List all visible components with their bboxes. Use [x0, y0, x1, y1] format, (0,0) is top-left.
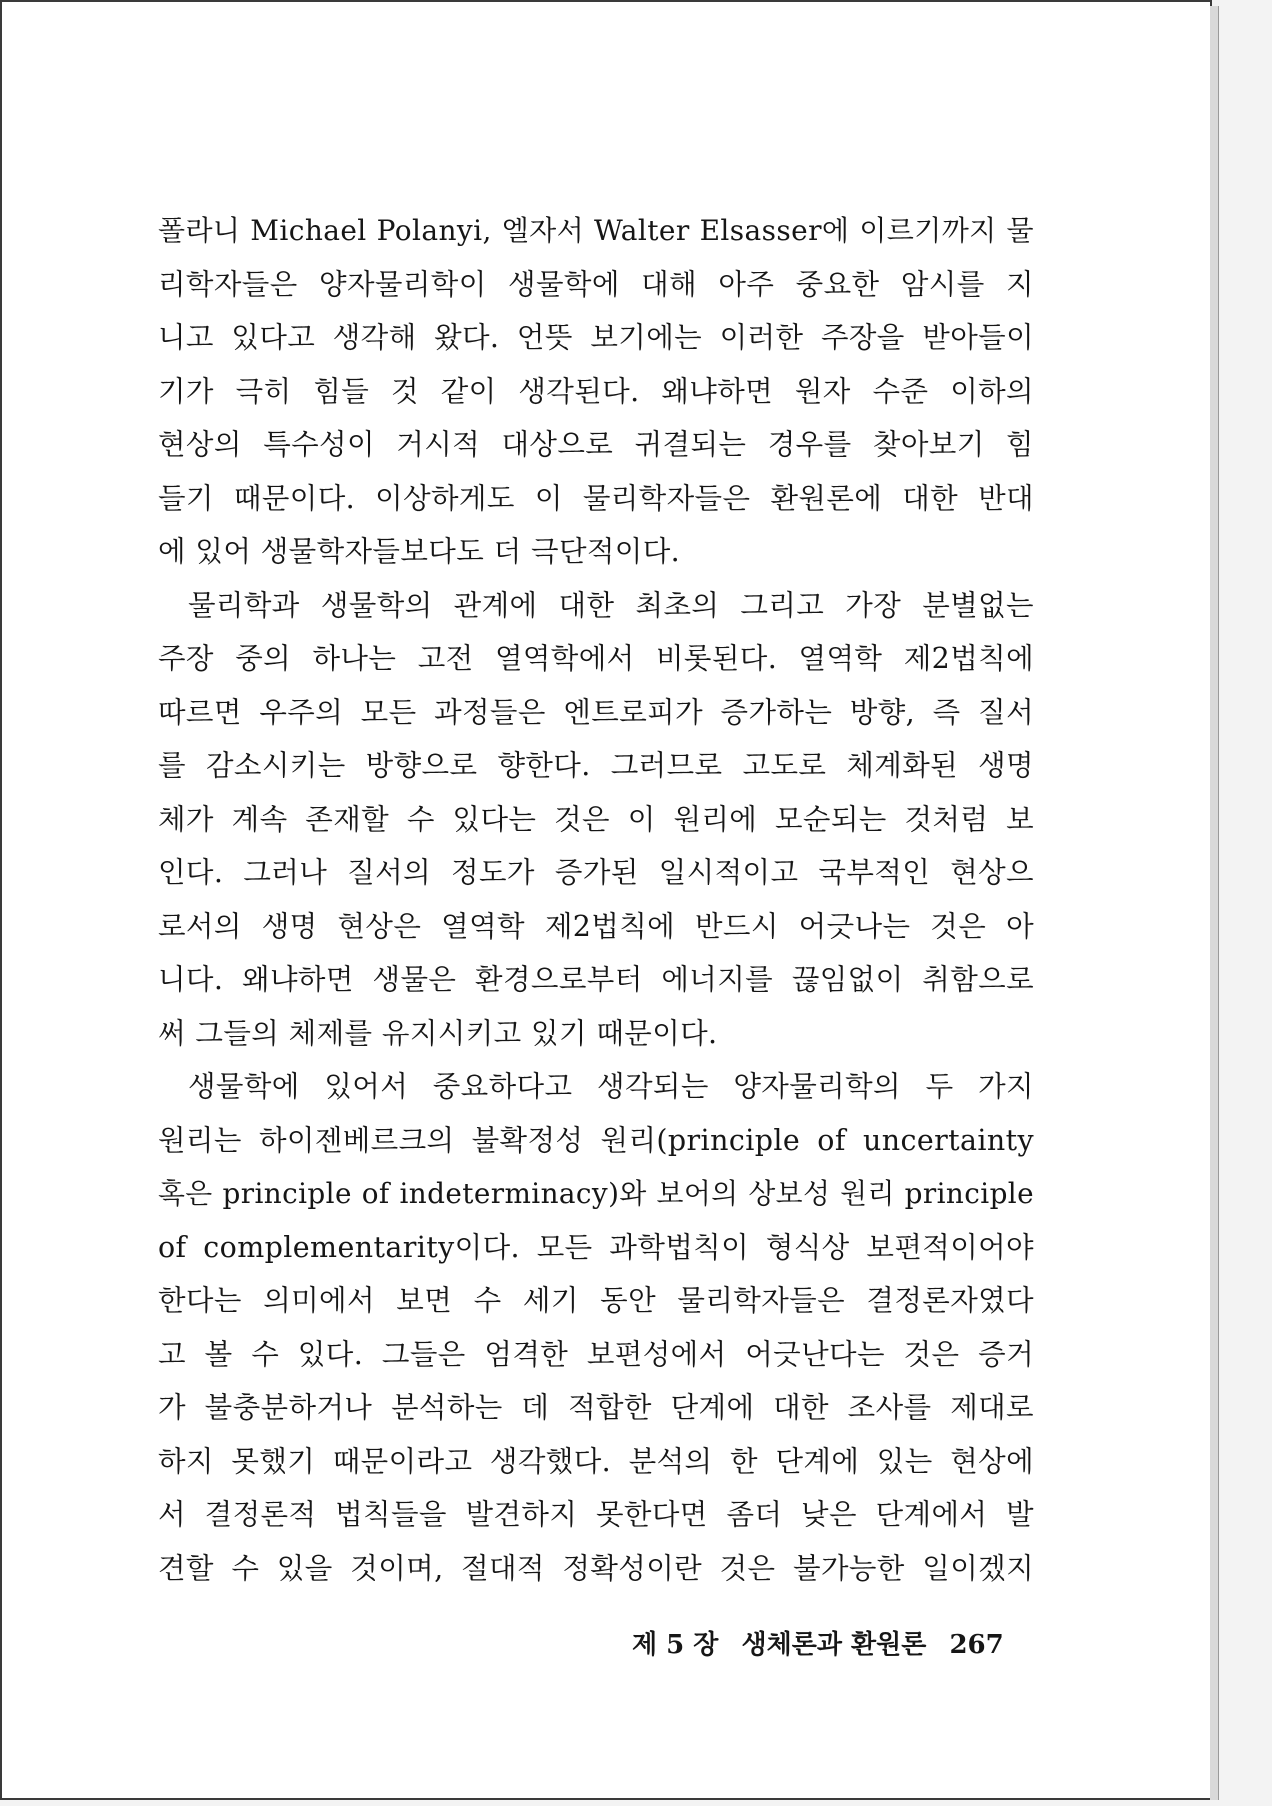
paragraph-2	[158, 579, 1034, 1061]
text-line: 들기 때문이다. 이상하게도 이 물리학자들은 환원론에 대한 반대	[158, 481, 1034, 515]
paragraph-1	[158, 204, 1034, 579]
text-line: 따르면 우주의 모든 과정들은 엔트로피가 증가하는 방향, 즉 질서	[158, 695, 1034, 729]
text-line: 체가 계속 존재할 수 있다는 것은 이 원리에 모순되는 것처럼 보	[158, 802, 1034, 836]
text-line: 고 볼 수 있다. 그들은 엄격한 보편성에서 어긋난다는 것은 증거	[158, 1337, 1034, 1371]
text-line: 생물학에 있어서 중요하다고 생각되는 양자물리학의 두 가지	[188, 1070, 1034, 1103]
text-line: 니고 있다고 생각해 왔다. 언뜻 보기에는 이러한 주장을 받아들이	[158, 321, 1034, 354]
text-line: 니다. 왜냐하면 생물은 환경으로부터 에너지를 끊임없이 취함으로	[158, 963, 1034, 996]
chapter-label: 제 5 장	[632, 1630, 719, 1660]
text-line: 리학자들은 양자물리학이 생물학에 대해 아주 중요한 암시를 지	[158, 267, 1034, 301]
text-line: 한다는 의미에서 보면 수 세기 동안 물리학자들은 결정론자였다	[158, 1284, 1034, 1317]
page-number: 267	[949, 1630, 1004, 1660]
text-line: 원리는 하이젠베르크의 불확정성 원리(principle of uncertainty	[158, 1123, 1034, 1157]
text-line: 현상의 특수성이 거시적 대상으로 귀결되는 경우를 찾아보기 힘	[158, 428, 1034, 461]
chapter-title: 생체론과 환원론	[741, 1630, 927, 1660]
text-line: 가 불충분하거나 분석하는 데 적합한 단계에 대한 조사를 제대로	[158, 1391, 1034, 1424]
text-line: 에 있어 생물학자들보다도 더 극단적이다.	[158, 535, 681, 568]
text-line: 기가 극히 힘들 것 같이 생각된다. 왜냐하면 원자 수준 이하의	[158, 374, 1034, 408]
text-line: 견할 수 있을 것이며, 절대적 정확성이란 것은 불가능한 일이겠지	[158, 1551, 1034, 1585]
text-line: 를 감소시키는 방향으로 향한다. 그러므로 고도로 체계화된 생명	[158, 749, 1034, 782]
text-line: 주장 중의 하나는 고전 열역학에서 비롯된다. 열역학 제2법칙에	[158, 642, 1034, 675]
text-line: 로서의 생명 현상은 열역학 제2법칙에 반드시 어긋나는 것은 아	[158, 909, 1034, 943]
text-line: 서 결정론적 법칙들을 발견하지 못한다면 좀더 낮은 단계에서 발	[158, 1498, 1034, 1531]
text-line: 하지 못했기 때문이라고 생각했다. 분석의 한 단계에 있는 현상에	[158, 1444, 1034, 1478]
text-line: 혹은 principle of indeterminacy)와 보어의 상보성 원리 principle	[158, 1177, 1034, 1210]
text-line: 인다. 그러나 질서의 정도가 증가된 일시적이고 국부적인 현상으	[158, 856, 1034, 889]
paragraph-3	[158, 1060, 1034, 1595]
running-footer	[632, 1624, 1032, 1661]
text-line: of complementarity이다. 모든 과학법칙이 형식상 보편적이어야	[158, 1230, 1034, 1264]
page-edge-shadow	[1210, 6, 1219, 1800]
text-line: 써 그들의 체제를 유지시키고 있기 때문이다.	[158, 1016, 718, 1050]
body-text	[158, 204, 1034, 1595]
text-line: 물리학과 생물학의 관계에 대한 최초의 그리고 가장 분별없는	[188, 588, 1034, 622]
text-line: 폴라니 Michael Polanyi, 엘자서 Walter Elsasser에 이르기까지 물	[158, 214, 1034, 247]
